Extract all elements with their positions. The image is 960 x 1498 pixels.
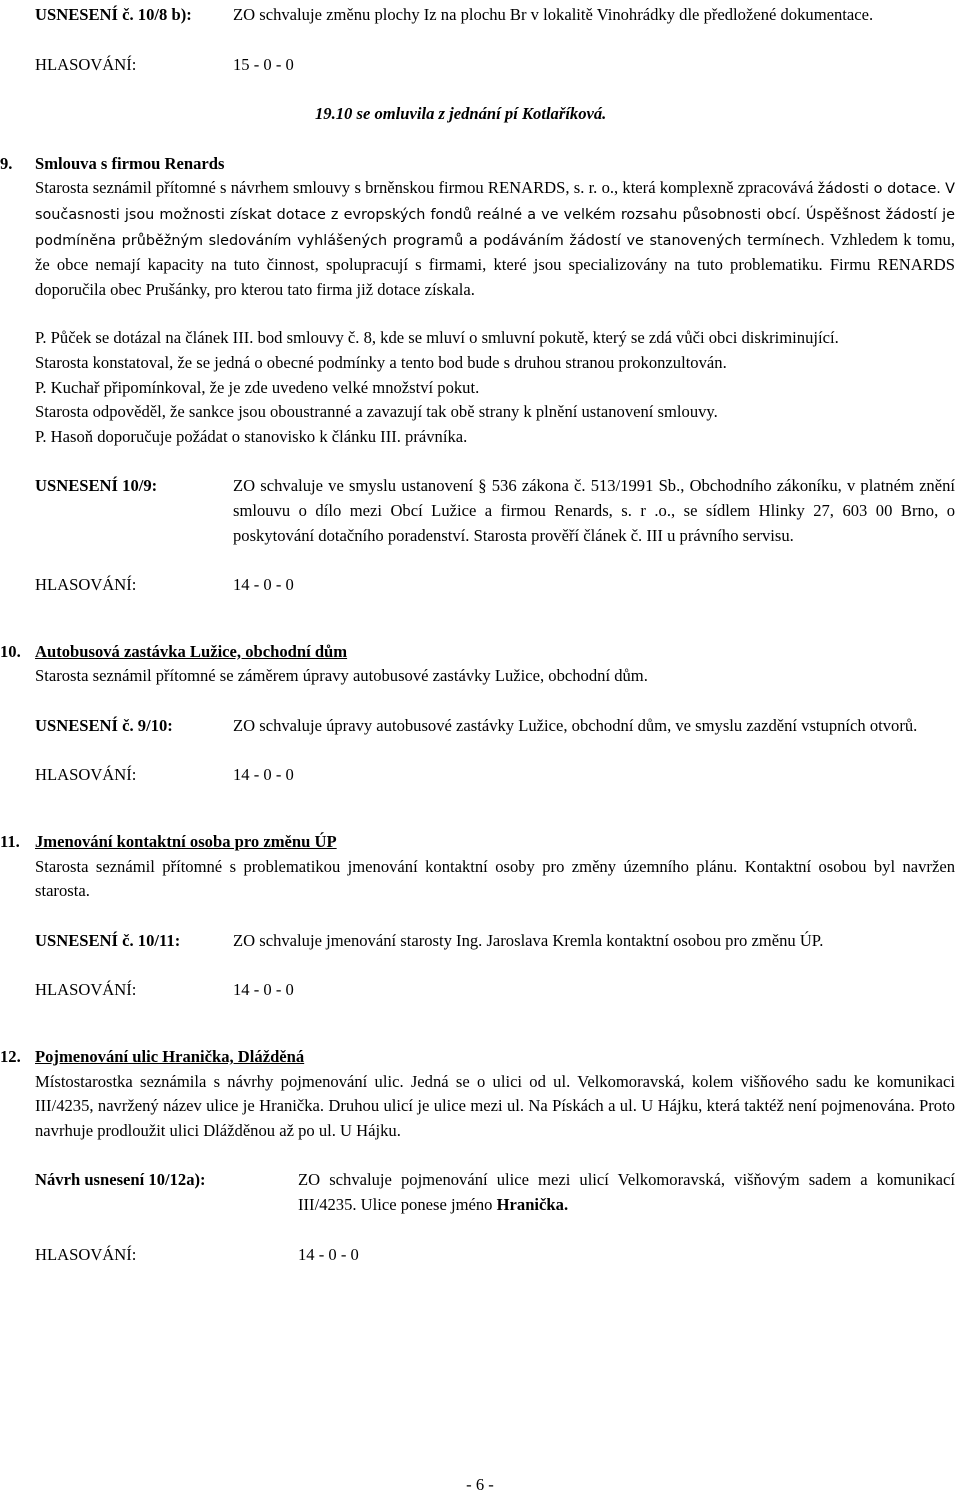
vote-label: HLASOVÁNÍ:	[35, 1244, 137, 1264]
section-10-paragraph: Starosta seznámil přítomné se záměrem úpravy autobusové zastávky Lužice, obchodní dům.	[35, 666, 648, 686]
resolution-label: USNESENÍ 10/9:	[35, 476, 158, 496]
section-9-discussion-4: Starosta odpověděl, že sankce jsou oboustranné a zavazují tak obě strany k plnění ustanovení smlouvy.	[35, 402, 718, 422]
section-number: 10.	[0, 641, 21, 661]
vote-value: 14 - 0 - 0	[233, 575, 294, 595]
resolution-text: ZO schvaluje úpravy autobusové zastávky Lužice, obchodní dům, ve smyslu zazdění vstupních otvorů.	[233, 715, 918, 735]
vote-value: 15 - 0 - 0	[233, 54, 294, 74]
resolution-text-end: .	[563, 1195, 569, 1214]
section-12-paragraph: Místostarostka seznámila s návrhy pojmenování ulic. Jedná se o ulici od ul. Velkomoravská, kolem višňového sadu ke komunikaci III/4235, navržený název ulice je Hranička. Druhou ulicí je ulice mezi ul. Na Pískách a ul. U Hájku, která taktéž není pojmenována. Proto navrhuje prodloužit ulici Dlážděnou až po ul. U Hájku.	[35, 1071, 955, 1140]
section-title: Smlouva s firmou Renards	[35, 153, 225, 173]
section-11-heading	[0, 830, 955, 855]
section-number: 11.	[0, 832, 20, 852]
resolution-text	[298, 1168, 955, 1217]
resolution-label: USNESENÍ č. 10/8 b):	[35, 5, 192, 24]
resolution-text: ZO schvaluje změnu plochy Iz na plochu Br v lokalitě Vinohrádky dle předložené dokumentace.	[233, 5, 874, 24]
resolution-text-main: ZO schvaluje pojmenování ulice mezi ulicí Velkomoravská, višňovým sadem a komunikací III/4235. Ulice ponese jméno	[298, 1170, 955, 1214]
street-name: Hranička	[496, 1195, 564, 1214]
section-number: 9.	[0, 153, 13, 173]
resolution-9-10	[35, 714, 955, 739]
document-page	[0, 3, 955, 1267]
paragraph-part: Firmu RENARDS doporučila obec Prušánky, pro kterou tato firma již dotace získala.	[35, 255, 955, 299]
vote-value: 14 - 0 - 0	[233, 765, 294, 785]
paragraph-part: Vzhledem k tomu, že obce nemají kapacity na tuto činnost, spolupracují s firmami, které jsou specializovány na tuto problematiku.	[35, 229, 955, 275]
resolution-label: USNESENÍ č. 10/11:	[35, 930, 181, 950]
resolution-10-9	[35, 474, 955, 548]
vote-label: HLASOVÁNÍ:	[35, 980, 137, 1000]
paragraph-part: 8, kde se mluví o smluvní pokutě, který se zdá vůči obci diskriminující.	[363, 328, 839, 348]
section-10-heading	[0, 640, 955, 665]
page-number: - 6 -	[466, 1475, 494, 1494]
vote-10-8b	[35, 53, 955, 78]
section-title: Autobusová zastávka Lužice, obchodní dům	[35, 641, 348, 661]
section-title: Pojmenování ulic Hranička, Dlážděná	[35, 1047, 305, 1067]
paragraph-part: V současnosti jsou možnosti získat dotace z evropských fondů reálné a ve velkém rozsahu působnosti obcí. Úspěšnost žádostí je podmíněna průběžným sledováním vyhlášených programů a podáváním žádostí ve stanovených termínech.	[35, 181, 955, 249]
vote-10-9	[35, 573, 955, 598]
section-9-discussion-5: P. Hasoň doporučuje požádat o stanovisko k článku III. právníka.	[35, 426, 468, 446]
vote-10-12a	[35, 1243, 955, 1268]
resolution-text: ZO schvaluje jmenování starosty Ing. Jaroslava Kremla kontaktní osobou pro změnu ÚP.	[233, 930, 824, 950]
paragraph-part: P. Půček se dotázal na článek III. bod smlouvy č.	[35, 328, 360, 348]
resolution-text: ZO schvaluje ve smyslu ustanovení § 536 zákona č. 513/1991 Sb., Obchodního zákoníku, v platném znění smlouvu o dílo mezi Obcí Lužice a firmou Renards, s. r .o., se sídlem Hlinky 27, 603 00 Brno, o poskytování dotačního poradenství. Starosta prověří článek č. III u právního servisu.	[233, 476, 955, 545]
resolution-label: USNESENÍ č. 9/10:	[35, 715, 173, 735]
section-9-discussion-3: P. Kuchař připomínkoval, že je zde uvedeno velké množství pokut.	[35, 377, 480, 397]
apology-note: 19.10 se omluvila z jednání pí Kotlaříková.	[315, 104, 607, 124]
vote-value: 14 - 0 - 0	[298, 1244, 359, 1264]
vote-value: 14 - 0 - 0	[233, 980, 294, 1000]
vote-label: HLASOVÁNÍ:	[35, 765, 137, 785]
section-number: 12.	[0, 1047, 21, 1067]
resolution-label: Návrh usnesení 10/12a):	[35, 1170, 206, 1190]
paragraph-part: žádosti o dotace.	[817, 181, 941, 198]
resolution-10-8b	[35, 3, 955, 28]
section-9-paragraph	[35, 176, 955, 302]
section-9-discussion-2: Starosta konstatoval, že se jedná o obecné podmínky a tento bod bude s druhou stranou prokonzultován.	[35, 352, 727, 372]
section-9-heading	[0, 152, 955, 177]
section-11-paragraph: Starosta seznámil přítomné s problematikou jmenování kontaktní osoby pro změny územního plánu. Kontaktní osobou byl navržen starosta.	[35, 856, 955, 901]
resolution-10-12a	[35, 1168, 955, 1217]
section-12-heading	[0, 1045, 955, 1070]
section-9-discussion-1	[35, 326, 955, 351]
paragraph-part: Starosta seznámil přítomné s návrhem smlouvy s brněnskou firmou RENARDS, s. r. o., která komplexně zpracovává	[35, 178, 814, 198]
vote-9-10	[35, 763, 955, 788]
vote-10-11	[35, 978, 955, 1003]
vote-label: HLASOVÁNÍ:	[35, 575, 137, 595]
section-title: Jmenování kontaktní osoba pro změnu ÚP	[35, 832, 337, 852]
resolution-10-11	[35, 929, 955, 954]
vote-label: HLASOVÁNÍ:	[35, 54, 137, 74]
